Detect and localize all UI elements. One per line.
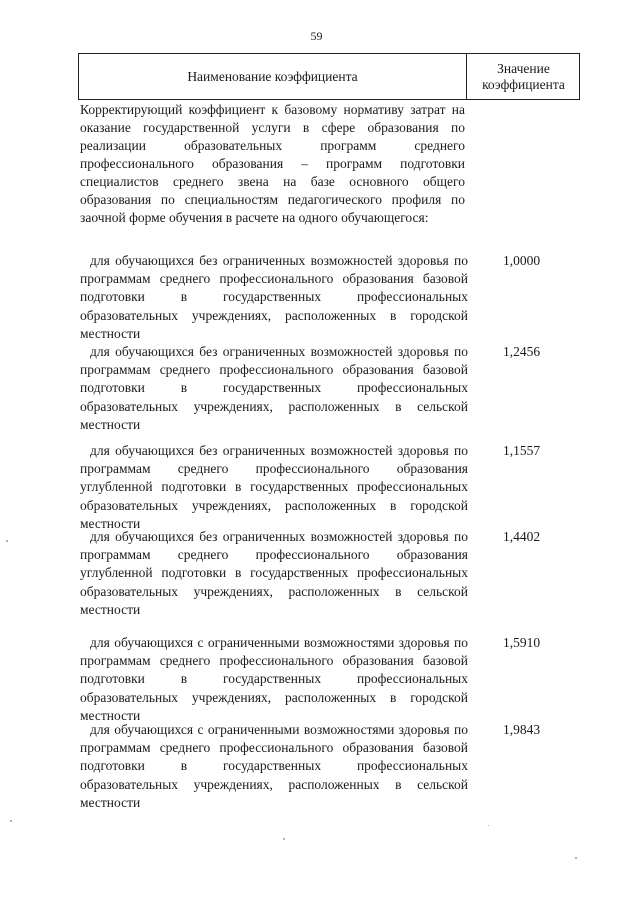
- scan-speck: [283, 838, 285, 840]
- page-number: 59: [310, 29, 323, 43]
- row-description: для обучающихся без ограниченных возможностей здоровья по программам среднего профессионального образования углубленной подготовки в государственных профессиональных образовательных учреждениях, расположенных в городской местности: [80, 443, 468, 531]
- row-description: для обучающихся с ограниченными возможностями здоровья по программам среднего профессионального образования базовой подготовки в государственных профессиональных образовательных учреждениях, расположенных в городской местности: [80, 635, 468, 723]
- header-value-line2: коэффициента: [482, 76, 565, 92]
- table-row: [80, 343, 541, 434]
- intro-paragraph: Корректирующий коэффициент к базовому нормативу затрат на оказание государственной услуги в сфере образования по реализации образовательных программ среднего профессионального образования – программ подготовки специалистов среднего звена на базе основного общего образования по специальностям педагогического профиля по заочной форме обучения в расчете на одного обучающегося:: [80, 102, 465, 225]
- table-row: [80, 634, 541, 725]
- table-header: [78, 53, 580, 100]
- scan-speck: [10, 820, 12, 822]
- row-value: 1,9843: [503, 722, 541, 737]
- row-description: для обучающихся без ограниченных возможностей здоровья по программам среднего профессионального образования базовой подготовки в государственных профессиональных образовательных учреждениях, расположенных в сельской местности: [80, 344, 468, 432]
- scan-speck: [6, 540, 8, 542]
- row-value: 1,5910: [503, 635, 541, 650]
- row-description: для обучающихся без ограниченных возможностей здоровья по программам среднего профессионального образования углубленной подготовки в государственных профессиональных образовательных учреждениях, расположенных в сельской местности: [80, 529, 468, 617]
- table-row: [80, 442, 541, 533]
- header-coefficient-value: [467, 54, 580, 99]
- table-row: [80, 528, 541, 619]
- row-value: 1,2456: [503, 344, 541, 359]
- scan-speck: [488, 825, 489, 826]
- row-value: 1,4402: [503, 529, 541, 544]
- row-value: 1,0000: [503, 253, 541, 268]
- row-description: для обучающихся без ограниченных возможностей здоровья по программам среднего профессионального образования базовой подготовки в государственных профессиональных образовательных учреждениях, расположенных в городской местности: [80, 253, 468, 341]
- table-row: [80, 721, 541, 812]
- header-coefficient-name: Наименование коэффициента: [187, 68, 358, 84]
- scan-speck: [575, 857, 577, 859]
- table-row: [80, 252, 541, 343]
- row-value: 1,1557: [503, 443, 541, 458]
- header-value-line1: Значение: [497, 60, 550, 76]
- row-description: для обучающихся с ограниченными возможностями здоровья по программам среднего профессионального образования базовой подготовки в государственных профессиональных образовательных учреждениях, расположенных в сельской местности: [80, 722, 468, 810]
